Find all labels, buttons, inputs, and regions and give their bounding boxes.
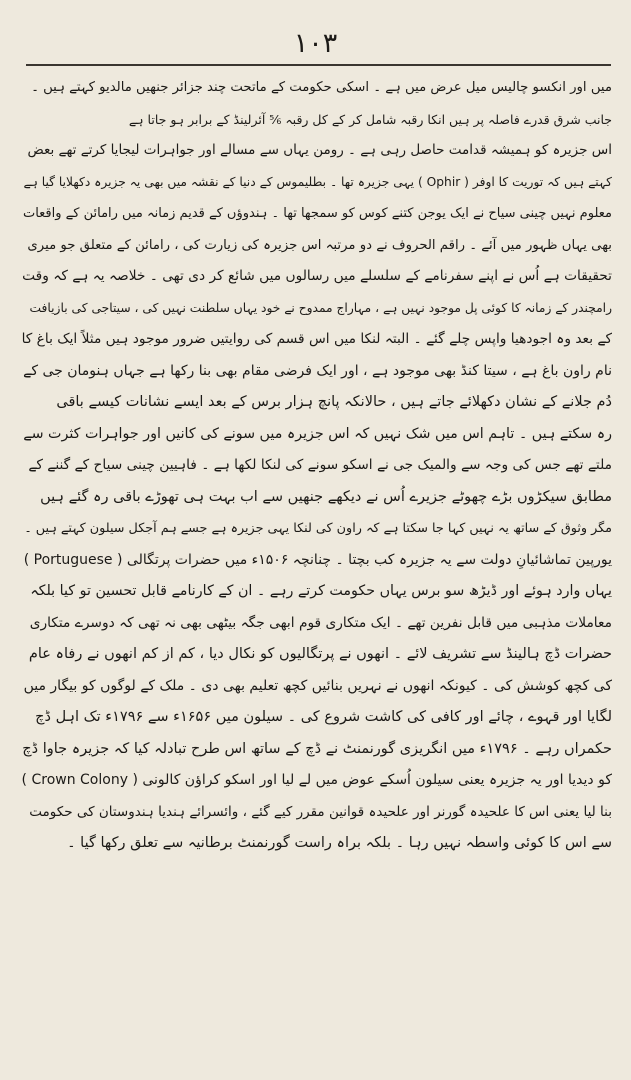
text-line: معاملات مذہبی میں قابل نفرین تھے ۔ ایک متکاری قوم ابھی جگہ بیٹھی بھی نہ تھی کہ دوسرے متکاری [29, 614, 612, 631]
body-text [22, 72, 612, 860]
text-line: سے اس کا کوئی واسطہ نہیں رہا ۔ بلکہ براہ راست گورنمنٹ برطانیہ سے تعلق رکھا گیا ۔ [67, 835, 612, 851]
text-line: مطابق سیکڑوں بڑے چھوٹے جزیرے اُس نے دیکھے جنھیں سے اب بہت ہی تھوڑے باقی رہ گئے ہیں [40, 488, 612, 505]
text-line: یورپین تماشائیانِ دولت سے یہ جزیرہ کب بچتا ۔ چنانچہ ۱۵۰۶ء میں حضرات پرتگالی ( Portuguese ) [23, 551, 612, 568]
text-line: کی کچھ کوشش کی ۔ کیونکہ انھوں نے نہریں بنائیں کچھ تعلیم بھی دی ۔ ملک کے لوگوں کو بیگار میں [23, 677, 612, 694]
text-line: یہاں وارد ہوئے اور ڈیڑھ سو برس یہاں حکومت کرتے رہے ۔ ان کے کارنامے قابل تحسین تو کیا بلکہ [30, 583, 612, 599]
text-line: بنا لیا یعنی اس کا علحیدہ گورنر اور علحیدہ قوانین مقرر کیے گئے ، وائسرائے ہندیا ہندوستان کی حکومت [29, 803, 612, 820]
text-line: رہ سکتے ہیں ۔ تاہم اس میں شک نہیں کہ اس جزیرہ میں سونے کی کانیں اور جواہرات کثرت سے [23, 425, 612, 442]
text-line: مگر وثوق کے ساتھ یہ نہیں کہا جا سکتا ہے کہ راون کی لنکا یہی جزیرہ ہے جسے ہم آجکل سیلون کہتے ہیں ۔ [24, 521, 612, 536]
text-line: جانب شرق قدرے فاصلہ پر ہیں انکا رقبہ شامل کر کے کل رقبہ ⅚ آئرلینڈ کے برابر ہو جاتا ہے [128, 111, 612, 127]
text-line: کو دیدیا اور یہ جزیرہ یعنی سیلون اُسکے عوض میں لے لیا اور اسکو کراؤن کالونی ( Crown Colony ) [22, 772, 612, 788]
text-line: دُم جلانے کے نشان دکھلائے جاتے ہیں ، حالانکہ پانچ ہزار برس کے بعد ایسے نشانات کیسے باقی [56, 394, 612, 410]
text-line: رامچندر کے زمانہ کا کوئی پل موجود نہیں ہے ، مہاراج ممدوح نے خود یہاں سلطنت نہیں کی ، سیتاجی کی بازیافت [29, 300, 612, 315]
text-line: تحقیقات ہے اُس نے اپنے سفرنامے کے سلسلے میں رسالوں میں شائع کر دی تھی ۔ خلاصہ یہ ہے کہ وقت [22, 268, 612, 284]
text-line: معلوم نہیں چینی سیاح نے ایک یوجن کتنے کوس کو سمجھا تھا ۔ ہندوؤں کے قدیم زمانہ میں رامائن کے واقعات [22, 206, 612, 221]
text-line: اس جزیرہ کو ہمیشہ قدامت حاصل رہی ہے ۔ رومن یہاں سے مسالے اور جواہرات لیجایا کرتے تھے بعض [27, 142, 612, 158]
text-line: ملتے تھے جس کی وجہ سے والمیک جی نے اسکو سونے کی لنکا لکھا ہے ۔ فاہیین چینی سیاح کے گننے کے [28, 457, 612, 473]
text-line: لگایا اور قہوے ، چائے اور کافی کی کاشت شروع کی ۔ سیلون میں ۱۶۵۶ء سے ۱۷۹۶ء تک اہل ڈچ [35, 709, 612, 725]
text-line: کہتے ہیں کہ توریت کا اوفر ( Ophir ) یہی جزیرہ تھا ۔ بطلیموس کے دنیا کے نقشہ میں بھی یہ جزیرہ دکھلایا گیا ہے [23, 174, 612, 189]
text-line: بھی یہاں ظہور میں آئے ۔ راقم الحروف نے دو مرتبہ اس جزیرہ کی زیارت کی ، رامائن کے متعلق جو میری [27, 237, 612, 253]
text-line: میں اور انکسو چالیس میل عرض میں ہے ۔ اسکی حکومت کے ماتحت چند جزائر جنھیں مالدیو کہتے ہیں ۔ [31, 80, 612, 95]
header-rule [26, 64, 611, 66]
text-line: حکمراں رہے ۔ ۱۷۹۶ء میں انگریزی گورنمنٹ نے ڈچ کے ساتھ اس طرح تبادلہ کیا کہ جزیرہ جاوا ڈچ [22, 740, 612, 757]
text-line: حضرات ڈچ ہالینڈ سے تشریف لائے ۔ انھوں نے پرتگالیوں کو نکال دیا ، کم از کم انھوں نے رفاہ عام [28, 646, 612, 662]
page-number: ١٠٣ [293, 28, 338, 59]
text-line: نام راون باغ ہے ، سیتا کنڈ بھی موجود ہے ، اور ایک فرضی مقام بھی بنا رکھا ہے جہاں ہنومان جی کے [23, 362, 612, 379]
text-line: کے بعد وہ اجودھیا واپس چلے گئے ۔ البتہ لنکا میں اس قسم کی روایتیں ضرور موجود ہیں مثلاً ایک باغ کا [22, 331, 612, 347]
